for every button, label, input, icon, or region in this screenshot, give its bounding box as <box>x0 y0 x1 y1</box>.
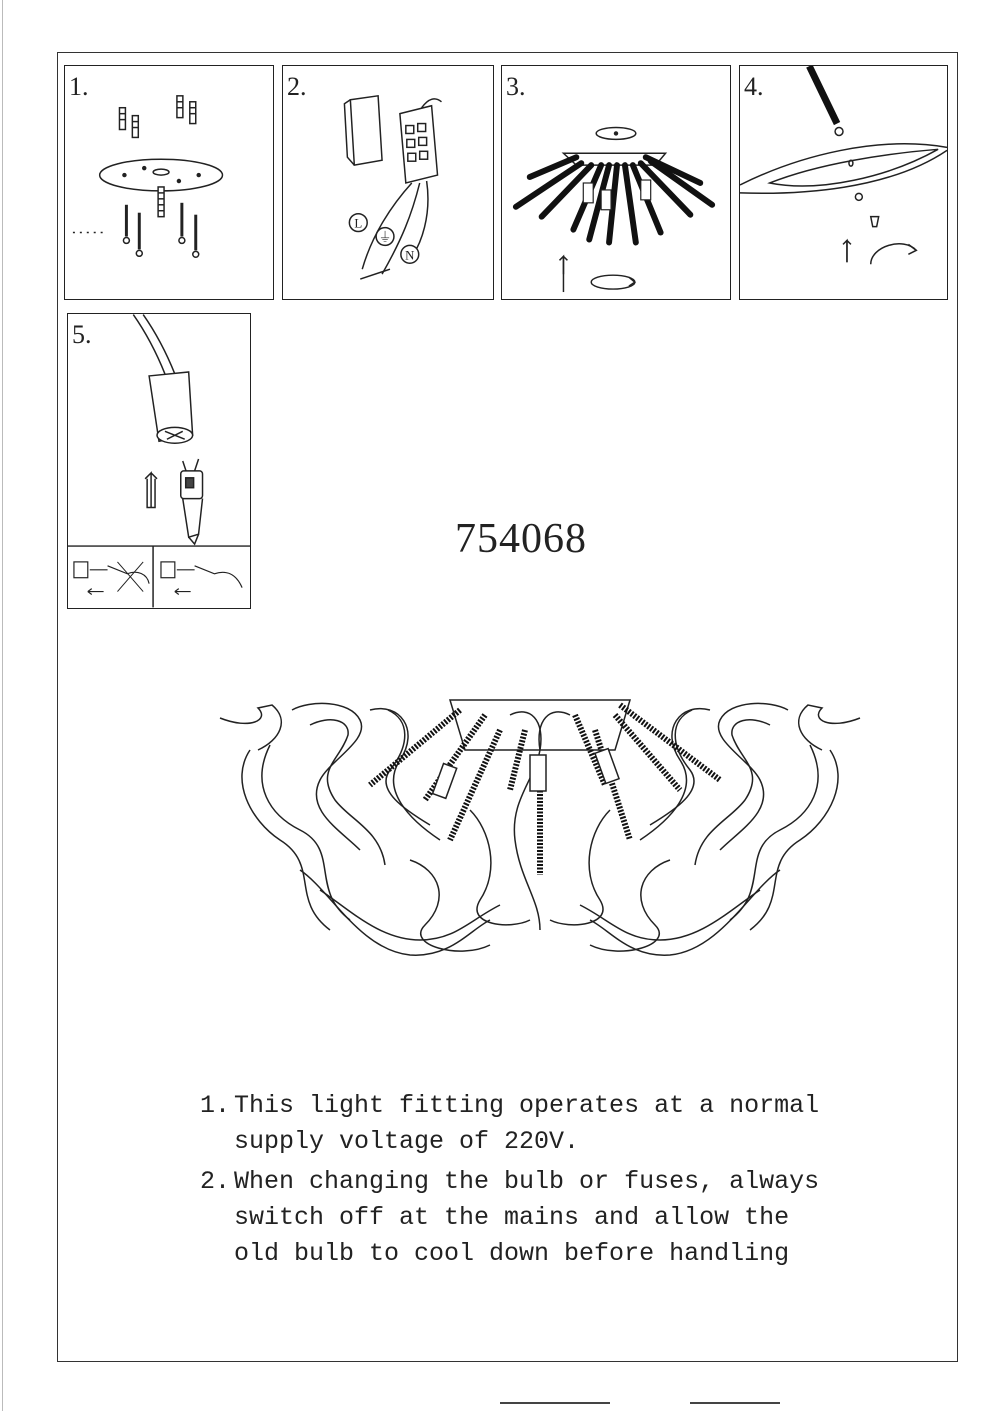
earth-label: ⏚ <box>378 230 392 246</box>
safety-notes <box>200 1088 840 1276</box>
scan-edge <box>2 0 3 1411</box>
note-item <box>200 1164 840 1272</box>
bulb-insertion-illustration <box>68 314 250 608</box>
note-number: 1. <box>200 1091 231 1120</box>
step-3-panel <box>501 65 731 300</box>
hand-icon <box>74 562 242 595</box>
scan-mark <box>690 1402 780 1404</box>
step-5-panel <box>67 313 251 609</box>
arm-icon <box>516 157 712 242</box>
step-5-number: 5. <box>72 320 92 349</box>
scan-mark <box>500 1402 610 1404</box>
step-3-number: 3. <box>506 72 526 101</box>
wiring-terminal-illustration <box>283 66 493 299</box>
fixture-mounting-illustration <box>502 66 730 299</box>
note-number: 2. <box>200 1167 231 1196</box>
note-item <box>200 1088 840 1160</box>
step-2-number: 2. <box>287 72 307 101</box>
fixing-nut-illustration <box>740 66 947 299</box>
note-text: When changing the bulb or fuses, always switch off at the mains and allow the old bulb to cool down before handling <box>234 1167 820 1268</box>
note-text: This light fitting operates at a normal supply voltage of 220V. <box>234 1091 820 1156</box>
neutral-label: N <box>405 248 415 263</box>
wall-plug-icon <box>119 96 195 138</box>
step-4-panel <box>739 65 948 300</box>
live-label: L <box>354 216 363 231</box>
step-1-panel <box>64 65 274 300</box>
chandelier-illustration <box>210 690 870 980</box>
model-number: 754068 <box>455 516 587 562</box>
wall-plate-screws-illustration <box>65 66 273 299</box>
step-1-number: 1. <box>69 72 89 101</box>
step-4-number: 4. <box>744 72 764 101</box>
step-2-panel <box>282 65 494 300</box>
